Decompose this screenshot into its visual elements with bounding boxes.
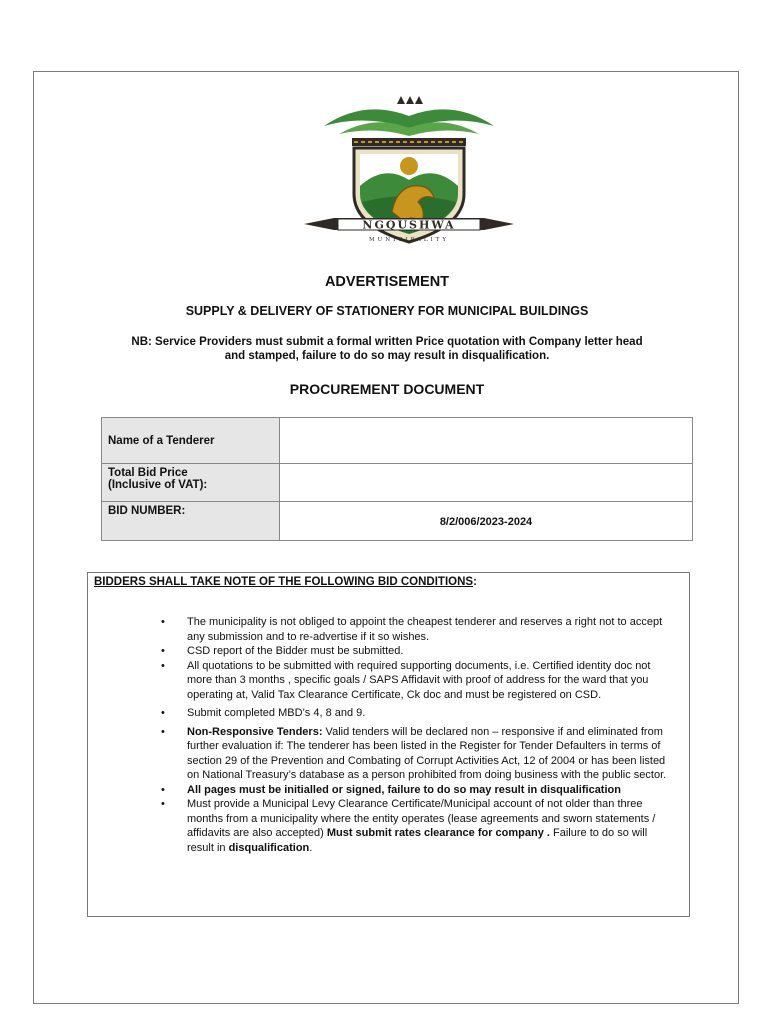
table-row	[102, 418, 693, 464]
list-item	[158, 615, 668, 644]
subject-title: SUPPLY & DELIVERY OF STATIONERY FOR MUNICIPAL BUILDINGS	[185, 304, 589, 318]
price-label-line-1: Total Bid Price	[108, 467, 188, 479]
condition-text: Valid tenders will be declared non – responsive if and eliminated from further evaluation if: The tenderer has been listed in the Register for Tender Defaulters in terms of section 29 of the Prevention and Combating of Corrupt Activities Act, 12 of 2004 or has been listed on National Treasury’s database as a person prohibited from doing business with the public sector.	[187, 725, 667, 781]
list-item	[158, 706, 668, 721]
bid-conditions-box	[87, 572, 690, 917]
table-row	[102, 502, 693, 541]
svg-text:MUNICIPALITY: MUNICIPALITY	[369, 237, 449, 243]
svg-text:NGQUSHWA: NGQUSHWA	[362, 218, 456, 232]
condition-text: All quotations to be submitted with required supporting documents, i.e. Certified identity doc not more than 3 months , specific goals / SAPS Affidavit with proof of address for the ward that you operating at, Valid Tax Clearance Certificate, Ck doc and must be registered on CSD.	[187, 659, 651, 701]
condition-text: .	[309, 841, 313, 854]
nb-notice	[34, 335, 740, 363]
bid-conditions-heading-colon: :	[473, 576, 477, 588]
tenderer-name-label: Name of a Tenderer	[102, 418, 280, 464]
tender-info-table	[101, 417, 693, 541]
bid-conditions-heading-text: BIDDERS SHALL TAKE NOTE OF THE FOLLOWING BID CONDITIONS	[94, 576, 474, 588]
procurement-title: PROCUREMENT DOCUMENT	[289, 381, 485, 397]
bid-conditions-heading	[94, 576, 477, 588]
condition-text: Submit completed MBD’s 4, 8 and 9.	[187, 707, 366, 719]
bid-conditions-list	[158, 615, 668, 855]
list-item	[158, 644, 668, 659]
table-row	[102, 464, 693, 502]
bid-number-label: BID NUMBER:	[102, 502, 280, 541]
total-bid-price-field[interactable]	[280, 464, 693, 502]
condition-bold-text: Must submit rates clearance for company .	[326, 827, 550, 839]
condition-bold-text: All pages must be initialled or signed, failure to do so may result in disqualification	[187, 783, 621, 796]
list-item	[158, 659, 668, 703]
list-item	[158, 725, 668, 783]
tenderer-name-field[interactable]	[280, 418, 693, 464]
bid-number-value: 8/2/006/2023-2024	[280, 502, 693, 541]
condition-text: Failure to do so will result in	[187, 827, 648, 854]
total-bid-price-label	[102, 464, 280, 502]
advertisement-title: ADVERTISEMENT	[324, 274, 450, 290]
condition-bold-text: Non-Responsive Tenders:	[187, 725, 323, 738]
condition-text: The municipality is not obliged to appoint the cheapest tenderer and reserves a right not to accept any submission and to re-advertise if it so wishes.	[187, 616, 663, 643]
ngqushwa-crest-icon	[284, 94, 534, 249]
municipality-logo	[284, 94, 534, 249]
nb-line-1: NB: Service Providers must submit a formal written Price quotation with Company letter head	[131, 336, 643, 348]
document-page	[33, 71, 739, 1004]
condition-bold-text: disqualification	[228, 841, 310, 854]
condition-text: Must provide a Municipal Levy Clearance Certificate/Municipal account of not older than three months from a municipality where the entity operates (lease agreements and sworn statements / affidavits are also accepted)	[187, 798, 656, 839]
condition-text: CSD report of the Bidder must be submitted.	[187, 645, 404, 657]
list-item	[158, 797, 668, 855]
nb-line-2: and stamped, failure to do so may result in disqualification.	[224, 350, 550, 362]
list-item	[158, 783, 668, 798]
price-label-line-2: (Inclusive of VAT):	[108, 479, 208, 491]
